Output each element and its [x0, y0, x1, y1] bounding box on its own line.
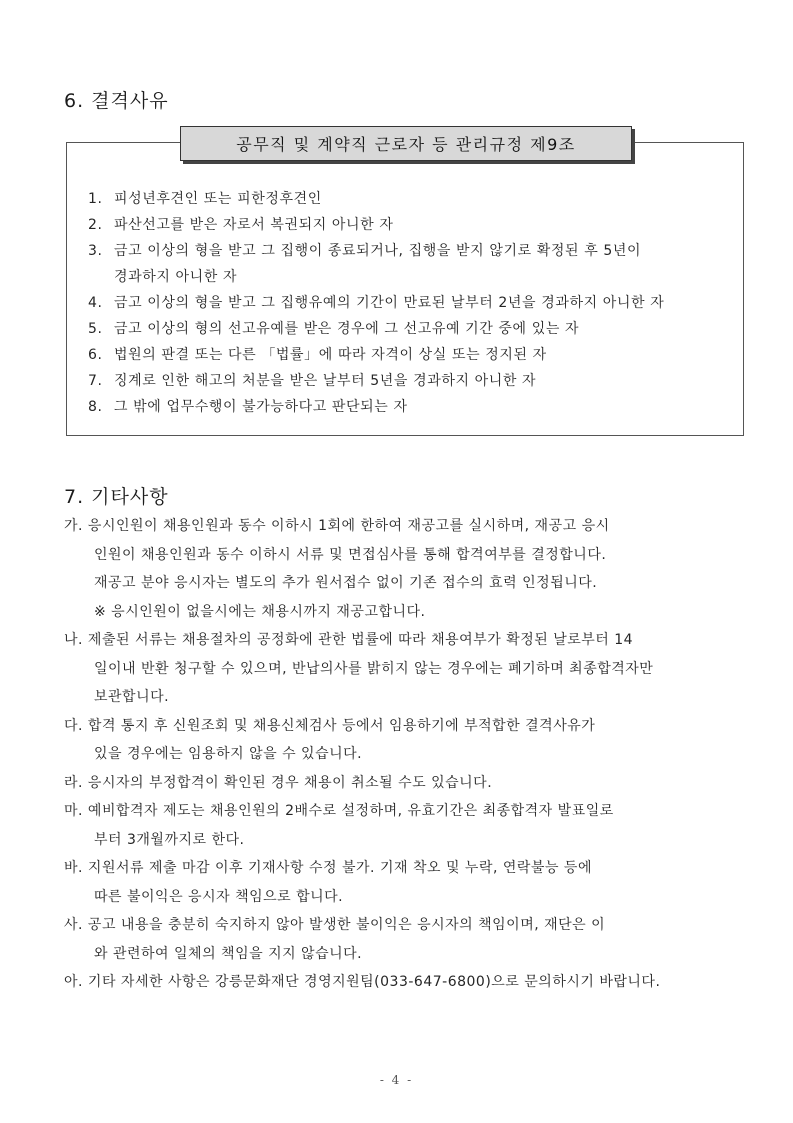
list-item: 7. 징계로 인한 해고의 처분을 받은 날부터 5년을 경과하지 아니한 자	[88, 373, 537, 389]
list-item: 6. 법원의 판결 또는 다른 「법률」에 따라 자격이 상실 또는 정지된 자	[88, 347, 547, 363]
list-item: 라. 응시자의 부정합격이 확인된 경우 채용이 취소될 수도 있습니다.	[64, 774, 493, 791]
list-item: 아. 기타 자세한 사항은 강릉문화재단 경영지원팀(033-647-6800)으로 문의하시기 바랍니다.	[64, 974, 661, 990]
disqualification-list	[88, 186, 744, 420]
list-item: 1. 피성년후견인 또는 피한정후견인	[88, 191, 322, 207]
section-7-title: 7. 기타사항	[64, 486, 169, 508]
list-item: 다. 합격 통지 후 신원조회 및 채용신체검사 등에서 임용하기에 부적합한 결격사유가 있을 경우에는 임용하지 않을 수 있습니다.	[64, 717, 596, 762]
list-item: 사. 공고 내용을 충분히 숙지하지 않아 발생한 불이익은 응시자의 책임이며, 재단은 이 와 관련하여 일체의 책임을 지지 않습니다.	[64, 917, 606, 962]
list-item: 4. 금고 이상의 형을 받고 그 집행유예의 기간이 만료된 날부터 2년을 경과하지 아니한 자	[88, 295, 665, 311]
list-item: 3. 금고 이상의 형을 받고 그 집행이 종료되거나, 집행을 받지 않기로 확정된 후 5년이 경과하지 아니한 자	[88, 243, 642, 285]
regulation-header: 공무직 및 계약직 근로자 등 관리규정 제9조	[180, 126, 632, 161]
section-6-title: 6. 결격사유	[64, 90, 169, 112]
list-item: 5. 금고 이상의 형의 선고유예를 받은 경우에 그 선고유예 기간 중에 있는 자	[88, 321, 580, 337]
other-matters-list	[64, 512, 744, 997]
note-line: ※ 응시인원이 없을시에는 채용시까지 재공고합니다.	[94, 603, 426, 620]
page-number: - 4 -	[379, 1073, 414, 1087]
list-item: 나. 제출된 서류는 채용절차의 공정화에 관한 법률에 따라 채용여부가 확정된 날로부터 14 일이내 반환 청구할 수 있으며, 반납의사를 밝히지 않는 경우에는 폐기하며 최종합격자만 보관합니다.	[64, 632, 654, 705]
list-item: 가. 응시인원이 채용인원과 동수 이하시 1회에 한하여 재공고를 실시하며, 재공고 응시 인원이 채용인원과 동수 이하시 서류 및 면접심사를 통해 합격여부를 결정합니다. 재공고 분야 응시자는 별도의 추가 원서접수 없이 기존 접수의 효력 인정됩니다. ※ 응시인원이 없을시에는 채용시까지 재공고합니다.	[64, 512, 744, 626]
list-item: 마. 예비합격자 제도는 채용인원의 2배수로 설정하며, 유효기간은 최종합격자 발표일로 부터 3개월까지로 한다.	[64, 803, 614, 848]
list-item: 바. 지원서류 제출 마감 이후 기재사항 수정 불가. 기재 착오 및 누락, 연락불능 등에 따른 불이익은 응시자 책임으로 합니다.	[64, 860, 592, 905]
list-item: 2. 파산선고를 받은 자로서 복권되지 아니한 자	[88, 217, 394, 233]
list-item: 8. 그 밖에 업무수행이 불가능하다고 판단되는 자	[88, 399, 408, 415]
